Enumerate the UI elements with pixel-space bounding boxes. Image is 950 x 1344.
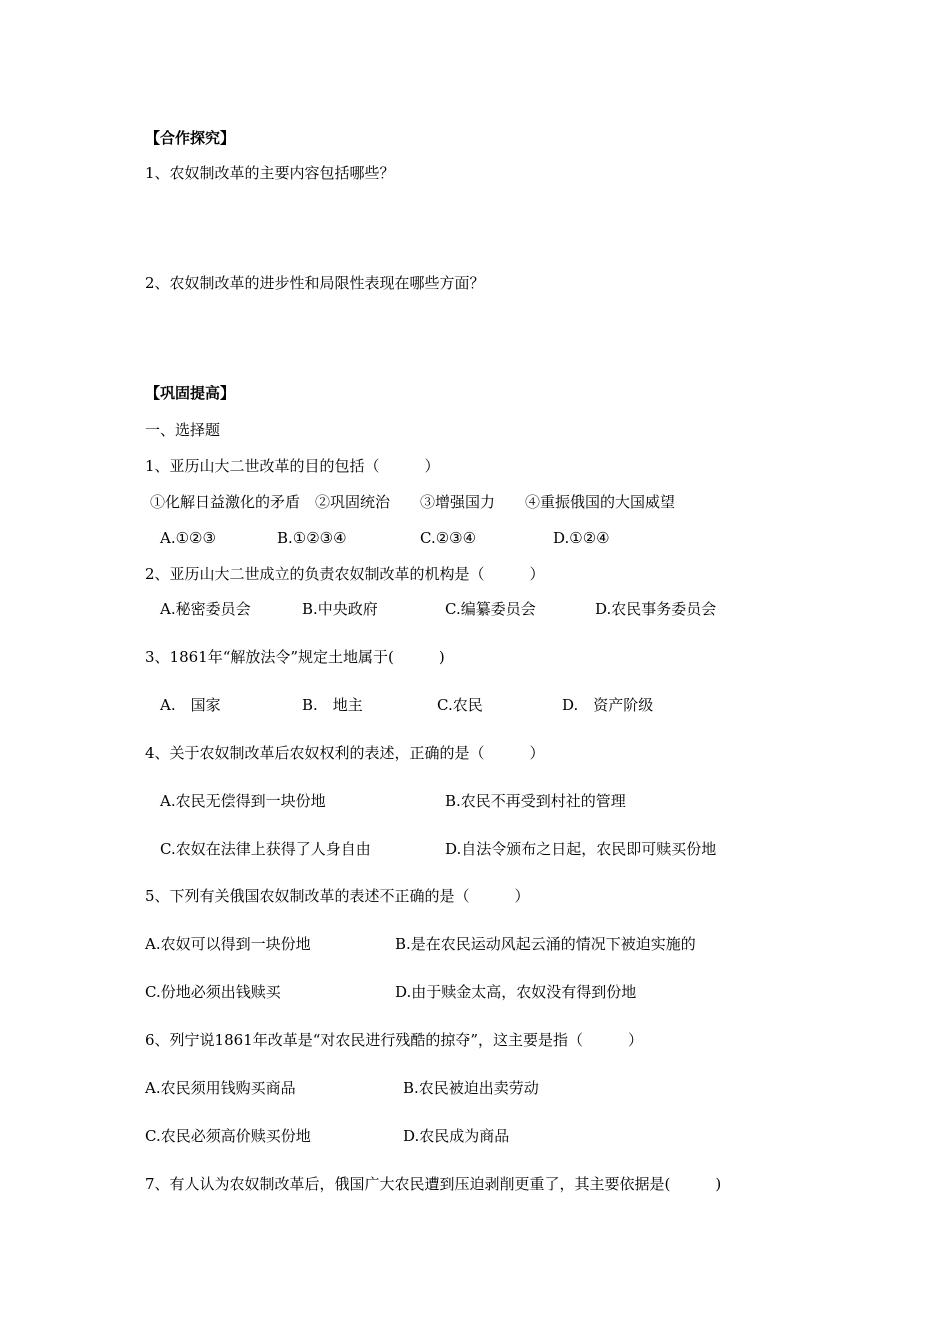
question-2-option-c: C.编纂委员会 (445, 600, 536, 618)
question-5-option-c: C.份地必须出钱赎买 (145, 983, 281, 1001)
question-1-option-b: B.①②③④ (277, 529, 347, 547)
question-1-option-a: A.①②③ (160, 529, 216, 547)
question-1-items: ①化解日益激化的矛盾 ②巩固统治 ③增强国力 ④重振俄国的大国威望 (150, 493, 676, 511)
question-3-option-c: C.农民 (437, 696, 483, 714)
section-heading-consolidation: 【巩固提高】 (145, 384, 236, 402)
question-6-option-d: D.农民成为商品 (403, 1127, 510, 1145)
question-5-option-a: A.农奴可以得到一块份地 (145, 935, 311, 953)
question-4-option-d: D.自法令颁布之日起，农民即可赎买份地 (445, 840, 717, 858)
question-6-option-a: A.农民须用钱购买商品 (145, 1079, 296, 1097)
question-6-stem: 6、列宁说1861年改革是“对农民进行残酷的掠夺”，这主要是指（ ） (145, 1031, 644, 1049)
question-1-option-c: C.②③④ (420, 529, 477, 547)
question-2-option-d: D.农民事务委员会 (595, 600, 717, 618)
question-4-stem: 4、关于农奴制改革后农奴权利的表述，正确的是（ ） (145, 744, 545, 762)
section-heading-cooperative-inquiry: 【合作探究】 (145, 129, 236, 147)
question-5-option-d: D.由于赎金太高，农奴没有得到份地 (395, 983, 637, 1001)
question-6-option-c: C.农民必须高价赎买份地 (145, 1127, 311, 1145)
question-2-option-a: A.秘密委员会 (160, 600, 251, 618)
inquiry-question-2: 2、农奴制改革的进步性和局限性表现在哪些方面？ (145, 274, 485, 292)
question-1-stem: 1、亚历山大二世改革的目的包括（ ） (145, 457, 440, 475)
question-2-option-b: B.中央政府 (302, 600, 378, 618)
question-3-option-d: D. 资产阶级 (562, 696, 654, 714)
question-4-option-a: A.农民无偿得到一块份地 (160, 792, 326, 810)
question-3-stem: 3、1861年“解放法令”规定土地属于( ) (145, 648, 445, 666)
question-5-option-b: B.是在农民运动风起云涌的情况下被迫实施的 (395, 935, 696, 953)
question-1-option-d: D.①②④ (553, 529, 610, 547)
question-3-option-b: B. 地主 (302, 696, 363, 714)
question-6-option-b: B.农民被迫出卖劳动 (403, 1079, 539, 1097)
subheading-multiple-choice: 一、选择题 (145, 421, 221, 439)
question-4-option-b: B.农民不再受到村社的管理 (445, 792, 626, 810)
question-3-option-a: A. 国家 (160, 696, 221, 714)
question-5-stem: 5、下列有关俄国农奴制改革的表述不正确的是（ ） (145, 887, 530, 905)
question-7-stem: 7、有人认为农奴制改革后，俄国广大农民遭到压迫剥削更重了，其主要依据是( ) (145, 1175, 722, 1193)
question-4-option-c: C.农奴在法律上获得了人身自由 (160, 840, 371, 858)
question-2-stem: 2、亚历山大二世成立的负责农奴制改革的机构是（ ） (145, 565, 545, 583)
inquiry-question-1: 1、农奴制改革的主要内容包括哪些？ (145, 164, 395, 182)
